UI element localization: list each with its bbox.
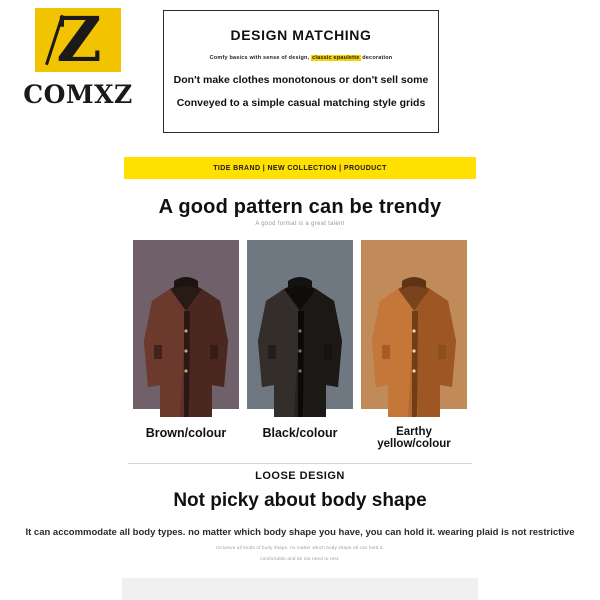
- bottom-image-band: [122, 578, 478, 600]
- category-ribbon: [124, 157, 476, 179]
- brand-block: [18, 3, 138, 109]
- fineprint-line-1: Inclusive all kinds of body shape, no matter which body shape all can hold it,: [216, 545, 384, 550]
- design-matching-line-2: Conveyed to a simple casual matching style grids: [176, 97, 426, 109]
- product-card-black[interactable]: [247, 240, 353, 440]
- logo-mark: [35, 3, 121, 76]
- product-caption-brown: Brown/colour: [145, 426, 227, 440]
- category-ribbon-label: TIDE BRAND | NEW COLLECTION | PROUDUCT: [213, 164, 387, 172]
- product-card-brown[interactable]: [133, 240, 239, 440]
- jacket-image-brown: [134, 271, 238, 421]
- product-caption-black: Black/colour: [262, 426, 338, 440]
- loose-design-label: LOOSE DESIGN: [255, 470, 345, 482]
- design-subtitle-highlight: classic epaulette: [312, 55, 360, 61]
- logo-letter-z: Z: [56, 3, 100, 76]
- section-headline-subtitle: A good format is a great talent: [255, 221, 345, 227]
- fineprint-line-2: comfortable and do not need to rest.: [260, 556, 340, 561]
- product-card-earthy-yellow[interactable]: [361, 240, 467, 450]
- design-subtitle-pre: Comfy basics with sense of design,: [209, 55, 312, 61]
- not-picky-headline: Not picky about body shape: [173, 490, 427, 511]
- jacket-image-black: [248, 271, 352, 421]
- design-matching-title: DESIGN MATCHING: [230, 27, 372, 43]
- accommodate-description: It can accommodate all body types. no matter which body shape you have, you can hold it. wearing plaid is not restrictive: [25, 527, 575, 538]
- section-headline: A good pattern can be trendy: [158, 196, 442, 218]
- design-subtitle-post: decoration: [360, 55, 393, 61]
- design-matching-subtitle: [164, 55, 438, 61]
- product-caption-earthy-yellow: Earthy yellow/colour: [377, 426, 451, 450]
- product-color-row: [133, 240, 467, 450]
- jacket-image-earthy-yellow: [362, 271, 466, 421]
- brand-name: COMXZ: [23, 80, 133, 109]
- design-matching-panel: [163, 10, 439, 133]
- section-divider: [128, 463, 472, 464]
- design-matching-line-1: Don't make clothes monotonous or don't sell some: [173, 74, 429, 86]
